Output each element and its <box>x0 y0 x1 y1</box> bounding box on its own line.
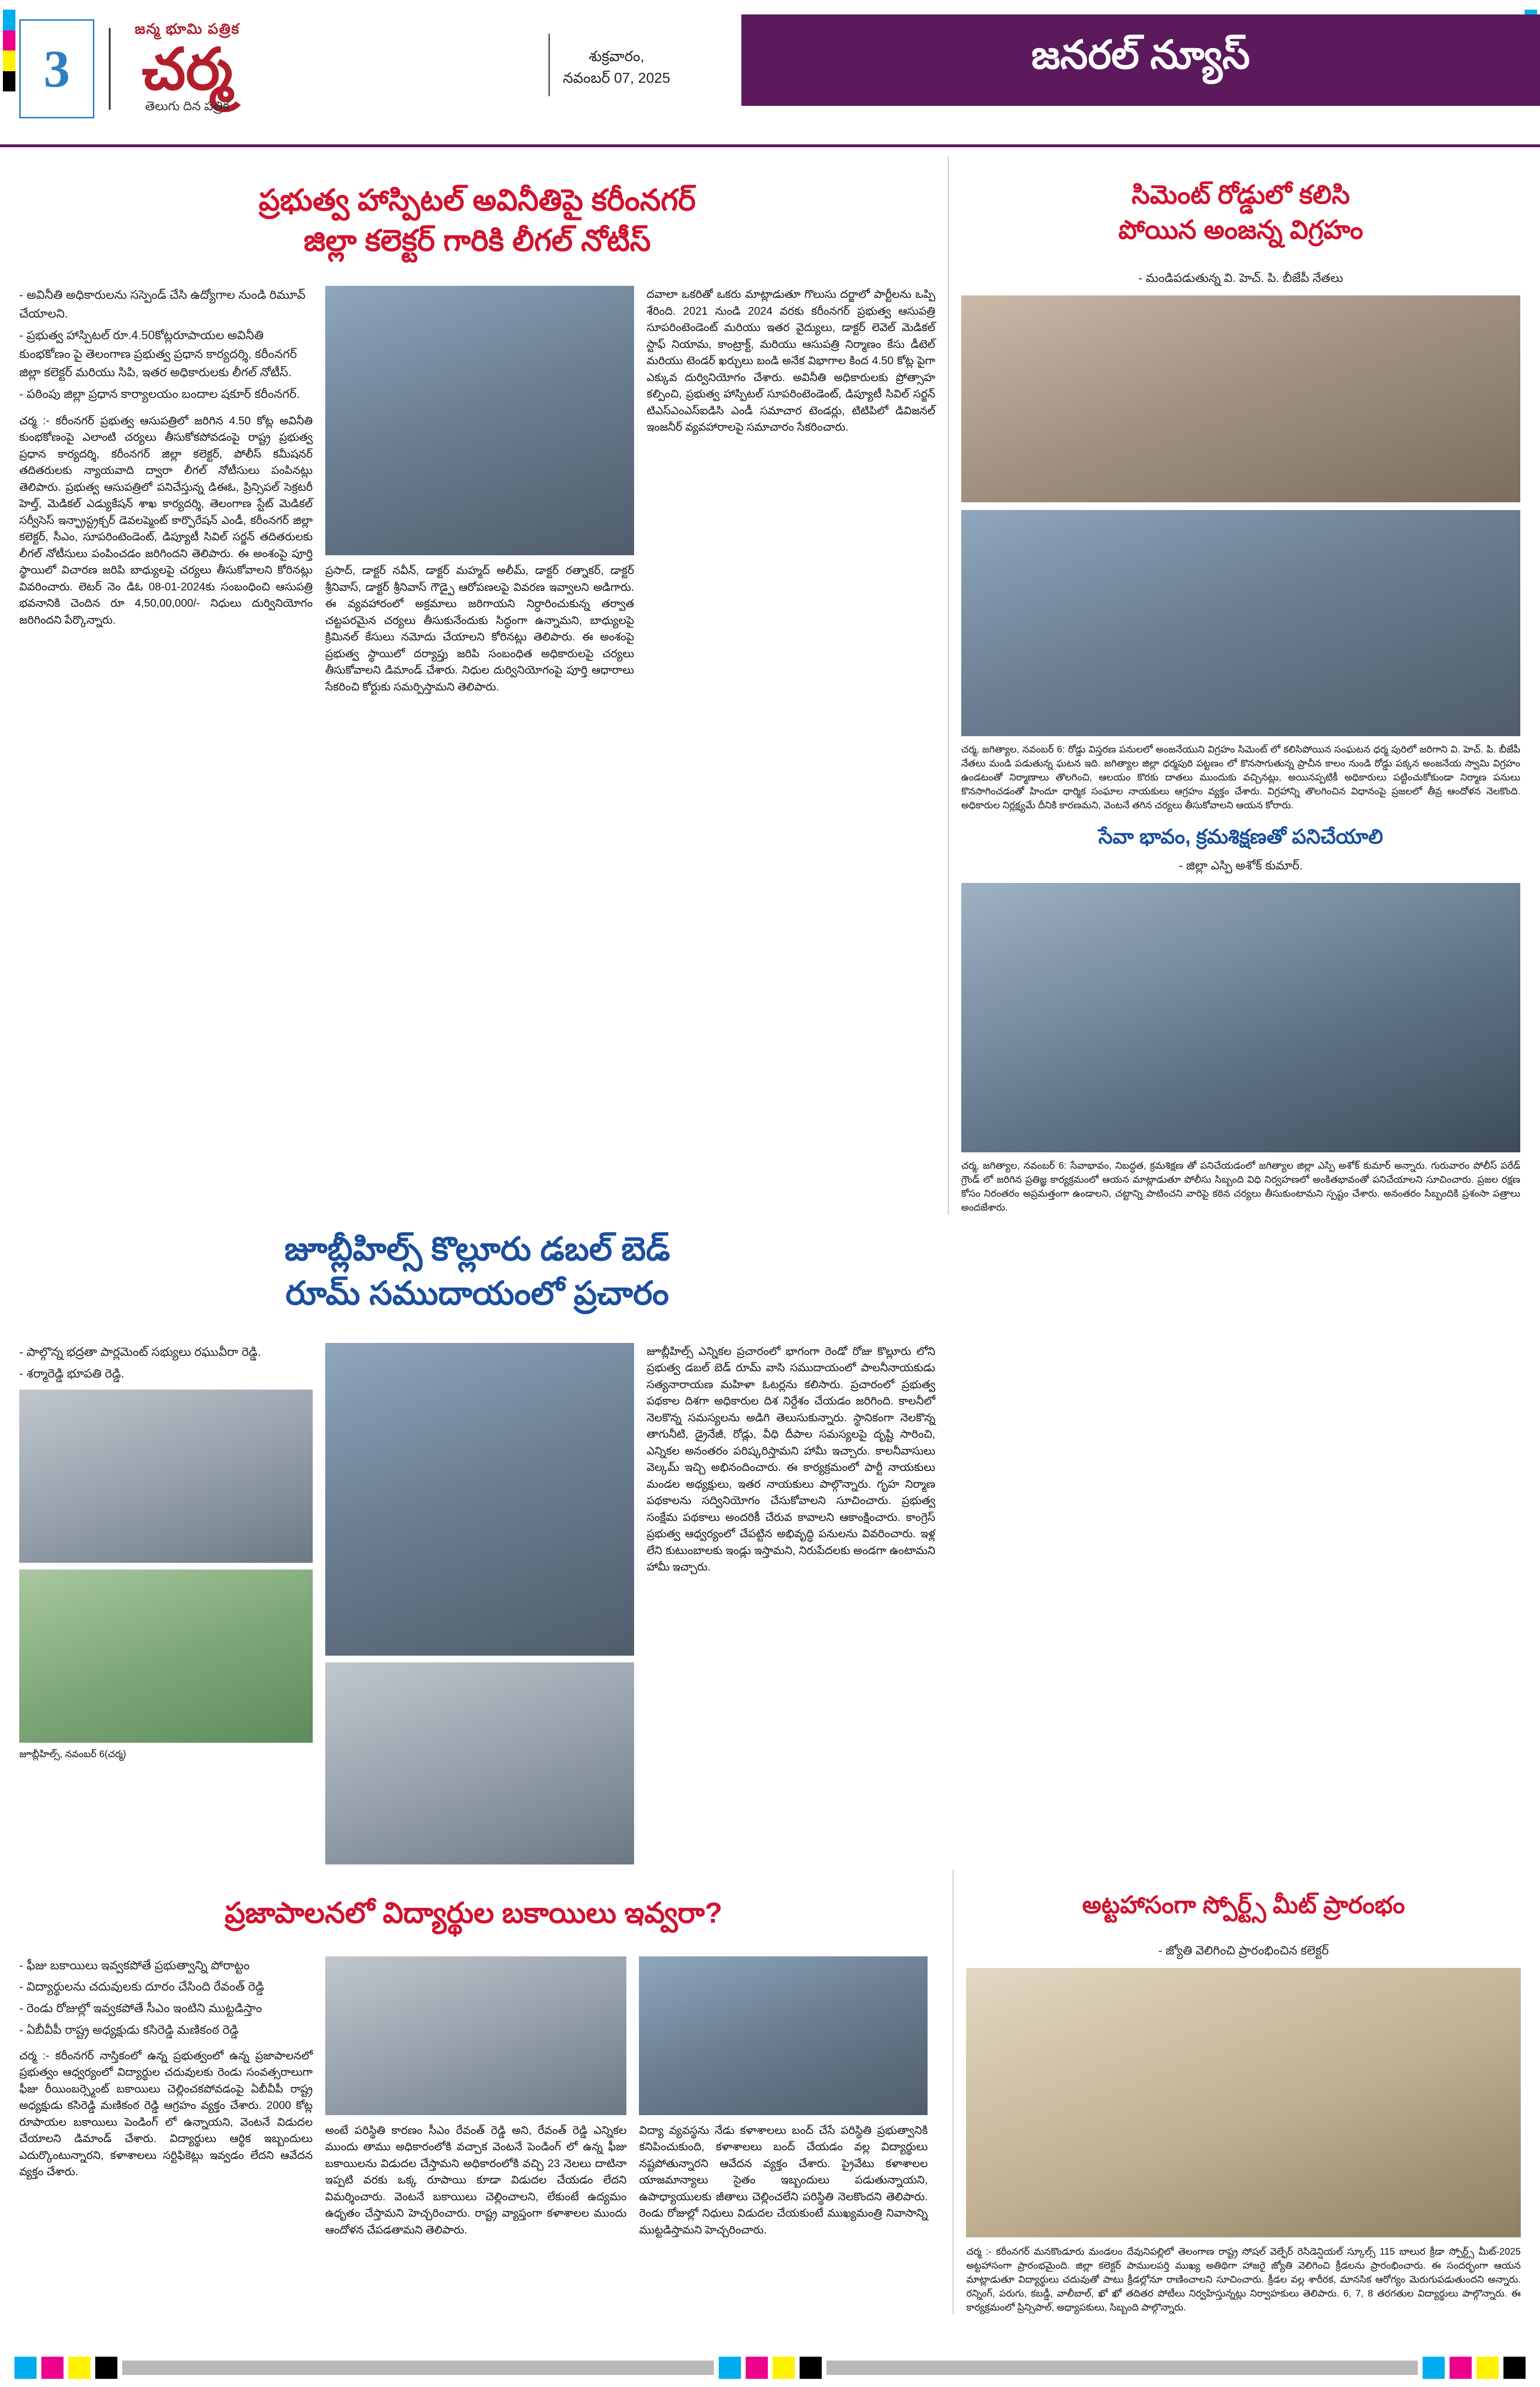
story2-subhead-credit: - జిల్లా ఎస్పి అశోక్ కుమార్. <box>1179 859 1303 873</box>
masthead-divider <box>109 28 111 110</box>
story2-caption-2: చర్మ, జగిత్యాల, నవంబర్ 6: సేవాభావం, నిబద్ధత, క్రమశిక్షణ తో పనిచేయడంలో జగిత్యాల జిల్లా ఎస్పి అశోక్ కుమార్ అన్నారు. గురువారం పోలీస్ పరేడ్ గ్రౌండ్ లో జరిగిన ప్రతిజ్ఞ కార్యక్రమంలో ఆయన మాట్లాడుతూ పోలీసు సిబ్బంది విధి నిర్వహణలో అంకితభావంతో పనిచేయాలని సూచించారు. ప్రజల రక్షణ కోసం నిరంతరం అప్రమత్తంగా ఉండాలని, చట్టాన్ని పాటించని వారిపై కఠిన చర్యలు తీసుకుంటామని స్పష్టం చేశారు. అనంతరం సిబ్బందికి ప్రశంసా పత్రాలు అందజేశారు. <box>961 1160 1520 1213</box>
story3-headline <box>19 1227 935 1316</box>
section-banner <box>741 14 1540 106</box>
page-number: 3 <box>19 19 94 118</box>
volunteers-group-photo <box>325 1662 634 1864</box>
story-jubilee-hills <box>19 1227 948 1864</box>
story4-col2: అంటే పరిస్థితి కారణం సీఎం రేవంత్ రెడ్డి అని, రేవంత్ రెడ్డి ఎన్నికల ముందు తాము అధికారంలోకి వచ్చాక వెంటనే పెండింగ్ లో ఉన్న ఫీజు బకాయిలను విడుదల చేస్తామని అధికారంలోకి వచ్చి 23 నెలలు దాటినా ఇప్పటి వరకు ఒక్క రూపాయి కూడా విడుదల చేయడం లేదని విమర్శించారు. వెంటనే బకాయిలు చెల్లించాలని, లేకుంటే ఉద్యమం ఉధృతం చేస్తామని హెచ్చరించారు. రాష్ట్ర వ్యాప్తంగా కళాశాలల ముందు ఆందోళన చేపడతామని తెలిపారు. <box>325 2123 627 2236</box>
campaign-group-photo <box>19 1390 313 1563</box>
story1-headline <box>19 180 935 261</box>
police-ceremony-photo <box>961 883 1520 1152</box>
story3-kickers <box>19 1343 313 1383</box>
story2-subhead: సేవా భావం, క్రమశిక్షణతో పనిచేయాలి <box>1098 825 1383 848</box>
masthead-left <box>19 19 240 118</box>
date-divider <box>548 34 550 96</box>
cement-road-statue-photo <box>961 295 1520 502</box>
logo-title: చర్మ <box>141 38 233 102</box>
story3-kicker-1: - పాల్గొన్న భ‌ద్ర‌తా పార్ల‌మెంట్ స‌భ్యులు రఘువీరా రెడ్డి. <box>19 1345 261 1359</box>
story4-kicker-4: - ఏబీవీపీ రాష్ట్ర అధ్యక్షుడు కసిరెడ్డి మణికంఠ రెడ్డి <box>19 2023 239 2037</box>
story4-kicker-3: - రెండు రోజుల్లో ఇవ్వకపోతే సీఎం ఇంటిని ముట్టడిస్తాం <box>19 2002 262 2016</box>
story1-kickers <box>19 286 313 404</box>
story-student-dues <box>19 1869 940 2315</box>
rally-walk-photo <box>19 1570 313 1743</box>
students-protest-photo-2 <box>639 1956 928 2115</box>
story-hospital-corruption <box>19 156 948 1215</box>
story4-kicker-2: - విద్యార్థులను చదువులకు దూరం చేసింది రేవంత్ రెడ్డి <box>19 1980 265 1994</box>
story1-col1: చర్మ :- కరీంనగర్ ప్రభుత్వ ఆసుపత్రిలో జరిగిన 4.50 కోట్ల అవినీతి కుంభకోణంపై ఎలాంటి చర్యలు తీసుకోకపోవడంపై రాష్ట్ర ప్రభుత్వ ప్రధాన కార్యదర్శి, కరీంనగర్ జిల్లా కలెక్టర్, పోలీస్ కమీషనర్ తదితరులకు న్యాయవాది ద్వారా లీగల్ నోటీసులు పంపినట్లు తెలిపారు. ప్రభుత్వ ఆసుపత్రిలో పనిచేస్తున్న డిఈఓ, ప్రిన్సిపల్ సెక్రటరీ హెల్త్, మెడికల్ ఎడ్యుకేషన్ శాఖ కార్యదర్శి, తెలంగాణ స్టేట్ మెడికల్ సర్వీసెస్ ఇన్ఫ్రాస్ట్రక్చర్ డెవలప్మెంట్ కార్పొరేషన్ ఎండీ, కరీంనగర్ జిల్లా కలెక్టర్, సీఎం, సూపరింటెండెంట్, డిప్యూటీ సివిల్ సర్జన్ తదితరులకు లీగల్ నోటీసులు పంపించడం జరిగిందని తెలిపారు. ఈ అంశంపై పూర్తి స్థాయిలో విచారణ జరిపి బాధ్యులపై చర్యలు తీసుకోవాలని కోరినట్లు వివరించారు. లెటర్ నెం డిఓ 08-01-2024కు సంబంధించి ఆసుపత్రి భవనానికి చెందిన రూ 4,50,00,000/- నిధులు దుర్వినియోగం జరిగిందని పేర్కొన్నారు. <box>19 414 313 626</box>
section-bottom <box>19 1869 1521 2315</box>
story1-col2: ప్రసాద్, డాక్టర్ నవీన్, డాక్టర్ మహ్మద్ అలీమ్, డాక్టర్ రత్నాకర్, డాక్టర్ శ్రీనివాస్, డాక్టర్ శ్రీనివాస్ గౌడ్పై ఆరోపణలపై వివరణ ఇవ్వాలని అడిగారు. ఈ వ్యవహారంలో అక్రమాలు జరిగాయని నిర్ధారించుకున్న తర్వాత చట్టపరమైన చర్యలు తీసుకునేందుకు సిద్ధంగా ఉన్నామని, బాధ్యులపై క్రిమినల్ కేసులు నమోదు చేయాలని కోరినట్లు తెలిపారు. ఈ అంశంపై ప్రభుత్వ స్థాయిలో దర్యాప్తు జరిపి సంబంధిత అధికారులపై చర్యలు తీసుకోవాలని డిమాండ్ చేశారు. నిధుల దుర్వినియోగంపై పూర్తి ఆధారాలు సేకరించి కోర్టుకు సమర్పిస్తామని తెలిపారు. <box>325 564 634 693</box>
story4-kicker-1: - ఫీజు బకాయిలు ఇవ్వకపోతే ప్రభుత్వాన్ని పోరాట్టం <box>19 1958 250 1972</box>
indoor-meeting-photo <box>325 1343 634 1656</box>
story1-headline-line2: జిల్లా కలెక్టర్ గారికి లీగల్ నోటీస్ <box>304 224 651 258</box>
logo-subtitle: తెలుగు దిన పత్రిక <box>145 99 229 113</box>
story1-kicker-1: - అవినీతి అధికారులను సస్పెండ్ చేసి ఉద్యోగాల నుండి రిమూవ్ చేయాలని. <box>19 288 305 321</box>
color-registration-strip <box>0 2349 1540 2387</box>
story5-caption: చర్మ :- కరీంనగర్ మనకొండూరు మండలం దేవునిపల్లిలో తెలంగాణ రాష్ట్ర సోషల్ వెల్ఫేర్ రెసిడెన్షియల్ స్కూల్స్ 115 బాలుర క్రీడా స్పోర్ట్స్ మీట్-2025 అట్టహాసంగా ప్రారంభమైంది. జిల్లా కలెక్టర్ పాములపర్తి ముఖ్య అతిథిగా హాజరై జ్యోతి వెలిగించి క్రీడలను ప్రారంభించారు. ఈ సందర్భంగా ఆయన మాట్లాడుతూ విద్యార్థులు చదువుతో పాటు క్రీడల్లోనూ రాణించాలని సూచించారు. క్రీడల వల్ల శారీరక, మానసిక ఆరోగ్యం మెరుగుపడుతుందని అన్నారు. రన్నింగ్, పరుగు, కబడ్డీ, వాలీబాల్, ఖో ఖో తదితర పోటీలు నిర్వహిస్తున్నట్లు నిర్వాహకులు తెలిపారు. 6, 7, 8 తరగతుల విద్యార్థులు పాల్గొన్నారు. ఈ కార్యక్రమంలో ప్రిన్సిపాల్, అధ్యాపకులు, సిబ్బంది పాల్గొన్నారు. <box>966 2247 1521 2313</box>
story2-headline-line2: పోయిన అంజన్న విగ్రహం <box>1118 215 1363 244</box>
memorandum-handover-photo <box>961 510 1520 736</box>
publication-logo <box>125 21 240 116</box>
press-conference-photo <box>325 286 634 555</box>
date-full: నవంబర్ 07, 2025 <box>563 70 671 86</box>
story4-headline: ప్రజాపాలనలో విద్యార్థుల బకాయిలు ఇవ్వరా? <box>225 1896 723 1929</box>
publication-date <box>563 46 670 89</box>
story3-photo-caption: జూబ్లీహిల్స్, నవంబర్ 6(చర్మ) <box>19 1749 127 1760</box>
story1-headline-line1: ప్రభుత్వ హాస్పిటల్ అవినీతిపై కరీంనగర్ <box>258 184 696 217</box>
sports-meet-welcome-photo <box>966 1968 1521 2237</box>
page-body <box>0 147 1540 2315</box>
story3-headline-line2: రూమ్ సముదాయంలో ప్రచారం <box>285 1275 669 1312</box>
students-protest-photo-1 <box>325 1956 626 2115</box>
cmyk-strip-left <box>3 10 15 91</box>
story-cement-statue <box>948 156 1520 1215</box>
story1-kicker-2: - ప్రభుత్వ హాస్పిటల్ రూ.4.50కోట్లరూపాయల అవినీతి కుంభకోణం పై తెలంగాణ ప్రభుత్వ ప్రధాన కార్యదర్శి, కరీంనగర్ జిల్లా కలెక్టర్ మరియు సిపి, ఇతర అధికారులకు లీగల్ నోటీస్. <box>19 328 297 380</box>
story1-col3: దవాలా ఒకరితో ఒకరు మాట్లాడుతూ గొలుసు దర్జాలో పార్టీలను ఒప్పి శేరింది. 2021 నుండి 2024 వరకు కరీంనగర్ ప్రభుత్వ ఆసుపత్రి సూపరింటెండెంట్ మరియు ఇతర వైద్యులు, డాక్టర్ లెవెల్ మెడికల్ స్టాఫ్ నియామ, కాంట్రాక్ట్, మరియు ఆసుపత్రి నిర్మాణం కేసు డీటెల్ మరియు టెండర్ ఖర్చులు బండి అనేక విభాగాల కింద 4.50 కోట్ల పైగా ఎక్కువ దుర్వినియోగం చేశారు. అవినీతి అధికారులకు ప్రోత్సాహ కల్పించి, ప్రభుత్వ హాస్పిటల్ సూపరింటెండెంట్, డిప్యూటీ సివిల్ సర్జన్ టిఎస్ఎంఎస్ఐడిసి ఎండీ సమాచార టెండర్లు, టిటిపిలో డివిజనల్ ఇంజనీర్ వ్యవహారాలపై సమాచారం సేకరించారు. <box>647 288 935 434</box>
story4-col1: చర్మ :- కరీంనగర్ నాస్తికంలో ఉన్న ప్రభుత్వంలో ఉన్న ప్రజాపాలనలో ప్రభుత్వం ఆధ్వర్యంలో విద్యార్థుల చదువులకు రెండు సంవత్సరాలుగా ఫీజు రీయింబర్స్మెంట్ బకాయిలు చెల్లించకపోవడంపై ఏబీవీపీ రాష్ట్ర అధ్యక్షుడు కసిరెడ్డి మణికంఠ రెడ్డి ఆగ్రహం వ్యక్తం చేశారు. 2000 కోట్ల రూపాయల బకాయిలు పెండింగ్ లో ఉన్నాయని, వెంటనే విడుదల చేయాలని డిమాండ్ చేశారు. విద్యార్థులు ఆర్థిక ఇబ్బందులు ఎదుర్కొంటున్నారని, కళాశాలలు సర్టిఫికెట్లు ఇవ్వడం లేదని ఆవేదన వ్యక్తం చేశారు. <box>19 2049 313 2178</box>
story3-kicker-2: - శర్మారెడ్డి భూపతి రెడ్డి. <box>19 1366 125 1380</box>
story2-headline-line1: సిమెంట్ రోడ్డులో కలిసి <box>1132 180 1350 209</box>
story5-headline: అట్టహాసంగా స్పోర్ట్స్ మీట్ ప్రారంభం <box>1082 1891 1405 1919</box>
story1-kicker-3: - పఠింపు జిల్లా ప్రధాన కార్యాలయం బందాల షకూర్ కరీంనగర్. <box>19 387 300 401</box>
story2-kicker: - మండిపడుతున్న వి. హెచ్. పి. బీజేపీ నేతలు <box>1138 271 1343 285</box>
section-title: జనరల్ న్యూస్ <box>1031 33 1250 77</box>
section-top <box>19 156 1521 1215</box>
story3-headline-line1: జూబ్లీహిల్స్ కొల్లూరు డబల్ బెడ్ <box>284 1230 670 1267</box>
story3-body: జూబ్లీహిల్స్ ఎన్నికల ప్రచారంలో భాగంగా రెండో రోజు కొల్లూరు లోని ప్రభుత్వ డబల్ బెడ్ రూమ్ వాసి సముదాయంలో పాలనీనాయకుడు సత్యనారాయణ మహిళా ఓటర్లను కలిసారు. ప్రచారంలో ప్రభుత్వ పథకాల దిశగా అధికారుల దిశ నిర్దేశం చేయడం జరిగింది. కాలనీలో నెలకొన్న సమస్యలను అడిగి తెలుసుకున్నారు. స్థానికంగా నెలకొన్న తాగునీటి, డ్రైనేజీ, రోడ్లు, వీధి దీపాల సమస్యలపై దృష్టి సారించి, ఎన్నికల అనంతరం పరిష్కరిస్తామని హామీ ఇచ్చారు. కాలనీవాసులు వెల్కమ్ ఇచ్చి అభినందించారు. ఈ కార్యక్రమంలో పార్టీ నాయకులు మండల అధ్యక్షులు, ఇతర నాయకులు పాల్గొన్నారు. గృహ నిర్మాణ పథకాలను సద్వినియోగం చేసుకోవాలని సూచించారు. ప్రభుత్వ సంక్షేమ పథకాలు అందరికీ చేరువ కావాలని ఆకాంక్షించారు. కాంగ్రెస్ ప్రభుత్వ ఆధ్వర్యంలో చేపట్టిన అభివృద్ధి పనులను వివరించారు. ఇళ్ల లేని కుటుంబాలకు ఇండ్లు ఇస్తామని, నిరుపేదలకు అండగా ఉంటామని హామీ ఇచ్చారు. <box>647 1344 935 1573</box>
date-day: శుక్రవారం, <box>588 49 645 64</box>
story4-kickers <box>19 1956 313 2040</box>
story5-kicker: - జ్యోతి వెలిగించి ప్రారంభించిన కలెక్టర్ <box>1158 1944 1329 1958</box>
story-sports-meet <box>953 1869 1521 2315</box>
logo-tagline-top: జన్మ భూమి పత్రిక <box>135 21 240 37</box>
story2-headline <box>961 178 1520 248</box>
story2-caption-1: చర్మ, జగిత్యాల, నవంబర్ 6: రోడ్డు విస్తరణ పనులలో అంజనేయుని విగ్రహం సిమెంట్ లో కలిసిపోయిన సంఘటన ధర్మ పురిలో జరిగాని వి. హెచ్. పి. బీజేపీ నేతలు మండి పడుతున్న ఘటన ఇది. జగిత్యాల జిల్లా ధర్మపురి పట్టణం లో కొనసాగుతున్న ప్రాచీన కాలం నుండి రోడ్డు పక్కన అంజనేయ స్వామి విగ్రహం ఉండటంతో నిర్మాణాలు తొలగించి, ఆలయం కొరకు దాతలు ముందుకు వచ్చినట్లు, అయినప్పటికీ అధికారులు పట్టించుకోకుండా నిర్మాణ పనులు కొనసాగించడంతో హిందూ ధార్మిక సంఘాల నాయకులు ఆగ్రహం వ్యక్తం చేశారు. విగ్రహాన్ని తొలగించిన విధానంపై ప్రజలలో తీవ్ర ఆందోళన నెలకొంది. అధికారుల నిర్లక్ష్యమే దీనికి కారణమని, వెంటనే తగిన చర్యలు తీసుకోవాలని ఆయన కోరారు. <box>961 744 1520 811</box>
masthead <box>0 0 1540 147</box>
story4-col3: విద్యా వ్యవస్థను నేడు కళాశాలలు బంద్ చేసే పరిస్థితి ప్రభుత్వానికి కనిపించుకుంది, కళాశాలలు బంద్ చేయడం వల్ల విద్యార్థులు నష్టపోతున్నారని ఆవేదన వ్యక్తం చేశారు. ప్రైవేటు కళాశాలల యాజమాన్యాలు సైతం ఇబ్బందులు పడుతున్నాయని, ఉపాధ్యాయులకు జీతాలు చెల్లించలేని పరిస్థితి నెలకొందని తెలిపారు. రెండు రోజుల్లో నిధులు విడుదల చేయకుంటే ముఖ్యమంత్రి నివాసాన్ని ముట్టడిస్తామని హెచ్చరించారు. <box>639 2123 928 2236</box>
